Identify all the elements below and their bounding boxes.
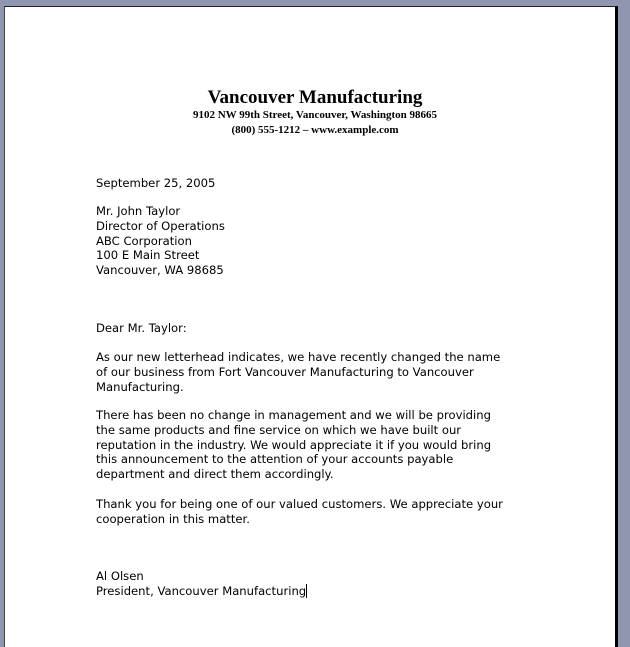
paragraph-2 [96, 408, 491, 482]
paragraph-line: Manufacturing. [96, 379, 184, 394]
company-name: Vancouver Manufacturing [207, 87, 423, 108]
paragraph-line: reputation in the industry. We would appreciate it if you would bring [96, 437, 492, 452]
letter-date: September 25, 2005 [96, 176, 216, 190]
paragraph-line: As our new letterhead indicates, we have recently changed the name [96, 350, 501, 364]
company-address: 9102 NW 99th Street, Vancouver, Washington 98665 [192, 109, 438, 121]
paragraph-line: Thank you for being one of our valued customers. We appreciate your [96, 497, 503, 511]
recipient-line: 100 E Main Street [96, 248, 200, 263]
salutation: Dear Mr. Taylor: [96, 321, 187, 335]
paragraph-3 [96, 497, 503, 527]
text-cursor [306, 584, 307, 598]
recipient-line: Mr. John Taylor [96, 204, 181, 218]
recipient-line: Vancouver, WA 98685 [96, 263, 224, 278]
paragraph-line: There has been no change in management and we will be providing [96, 408, 491, 422]
paragraph-line: cooperation in this matter. [96, 511, 250, 526]
signature-block [96, 569, 307, 599]
recipient-block [96, 204, 225, 278]
paragraph-line: department and direct them accordingly. [96, 467, 334, 482]
recipient-line: Director of Operations [96, 218, 225, 233]
paragraph-line: this announcement to the attention of your accounts payable [96, 452, 454, 467]
paragraph-line: the same products and fine service on which we have built our [96, 422, 462, 437]
paragraph-line: of our business from Fort Vancouver Manufacturing to Vancouver [96, 364, 474, 379]
paragraph-1 [96, 350, 500, 394]
company-contact: (800) 555-1212 – www.example.com [231, 124, 399, 136]
signature-name: Al Olsen [96, 569, 144, 583]
signature-title: President, Vancouver Manufacturing [96, 583, 307, 598]
recipient-line: ABC Corporation [96, 233, 192, 248]
